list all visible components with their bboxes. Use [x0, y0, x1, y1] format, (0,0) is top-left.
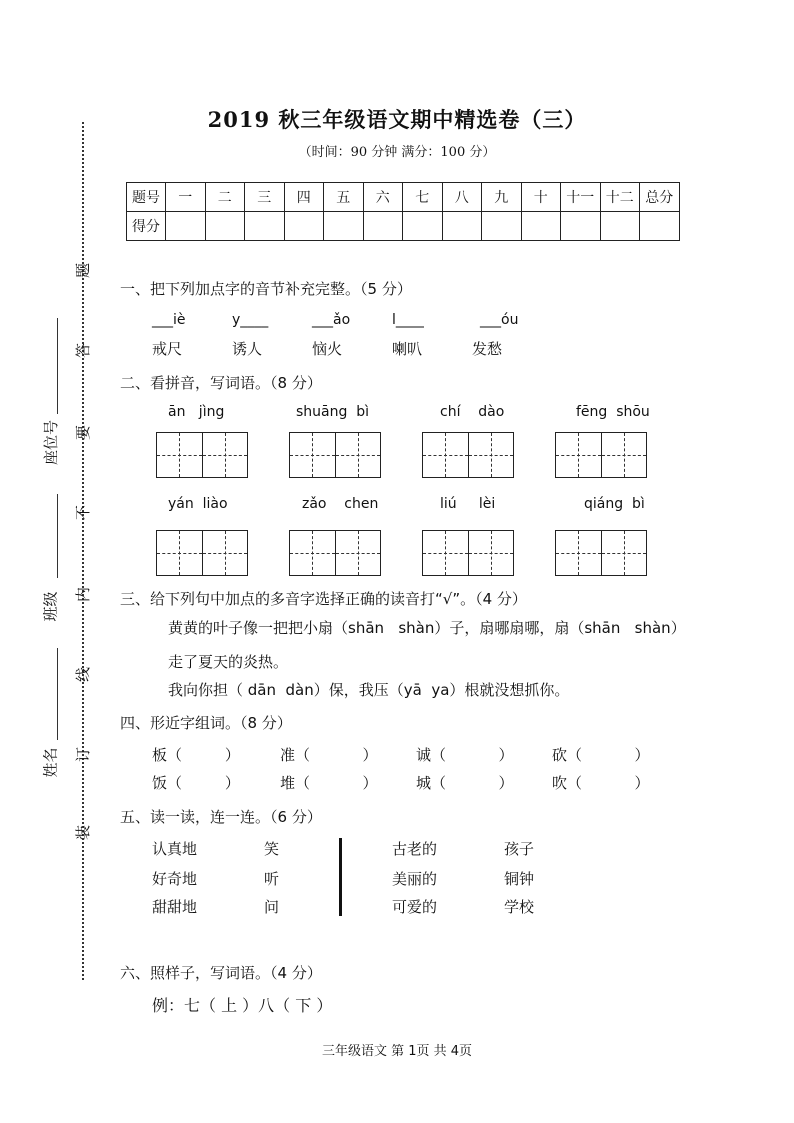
word-blank[interactable]: 吹（ ）	[552, 774, 650, 792]
table-cell: 一	[166, 183, 206, 212]
example-text: 例：七（ 上 ）八（ 下 ）	[152, 996, 333, 1015]
word-blank[interactable]: 准（ ）	[280, 746, 378, 764]
section-5-heading: 五、读一读，连一连。（6 分）	[120, 808, 322, 826]
writing-grid[interactable]	[156, 530, 248, 576]
pinyin-blank[interactable]: ___ǎo	[312, 312, 351, 328]
seat-label: 座位号	[42, 419, 61, 466]
section-6-heading: 六、照样子，写词语。（4 分）	[120, 964, 322, 982]
match-item[interactable]: 铜钟	[504, 870, 535, 888]
class-write-line	[57, 494, 58, 578]
page-footer: 三年级语文 第 1页 共 4页	[321, 1044, 473, 1059]
writing-grid[interactable]	[156, 432, 248, 478]
name-write-line	[57, 648, 58, 740]
margin-char: 装	[74, 824, 93, 841]
margin-char: 题	[74, 262, 93, 279]
table-cell: 三	[245, 183, 285, 212]
word: 喇叭	[392, 340, 423, 358]
binding-dotted-line	[82, 122, 84, 980]
match-item[interactable]: 古老的	[392, 840, 438, 858]
pinyin-prompt: chí dào	[440, 404, 505, 420]
pinyin-blank[interactable]: ___óu	[480, 312, 519, 328]
margin-char: 答	[74, 342, 93, 359]
word: 诱人	[232, 340, 263, 358]
score-table	[126, 182, 680, 241]
table-cell: 十一	[561, 183, 601, 212]
pinyin-prompt: shuāng bì	[296, 404, 370, 420]
match-item[interactable]: 问	[264, 898, 280, 916]
margin-char: 内	[74, 586, 93, 603]
match-item[interactable]: 笑	[264, 840, 280, 858]
word-blank[interactable]: 堆（ ）	[280, 774, 378, 792]
margin-char: 订	[74, 746, 93, 763]
score-input-cell[interactable]	[363, 212, 403, 241]
seat-write-line	[57, 318, 58, 414]
page-title: 2019 秋三年级语文期中精选卷（三）	[207, 107, 587, 132]
score-input-cell[interactable]	[205, 212, 245, 241]
writing-grid[interactable]	[289, 432, 381, 478]
table-cell: 七	[403, 183, 443, 212]
table-cell: 五	[324, 183, 364, 212]
pinyin-blank[interactable]: l____	[392, 312, 424, 328]
pinyin-prompt: qiáng bì	[584, 496, 645, 512]
word: 戒尺	[152, 340, 183, 358]
margin-char: 不	[74, 504, 93, 521]
exam-info: （时间：90 分钟 满分：100 分）	[298, 145, 496, 160]
score-input-cell[interactable]	[482, 212, 522, 241]
word-blank[interactable]: 饭（ ）	[152, 774, 240, 792]
name-label: 姓名	[41, 747, 60, 778]
score-input-cell[interactable]	[600, 212, 640, 241]
writing-grid[interactable]	[555, 530, 647, 576]
table-cell: 十二	[600, 183, 640, 212]
match-item[interactable]: 可爱的	[392, 898, 438, 916]
column-divider	[339, 838, 342, 916]
score-input-cell[interactable]	[403, 212, 443, 241]
section-1-heading: 一、把下列加点字的音节补充完整。（5 分）	[120, 280, 412, 298]
table-cell: 二	[205, 183, 245, 212]
table-cell: 六	[363, 183, 403, 212]
table-cell: 九	[482, 183, 522, 212]
writing-grid[interactable]	[422, 530, 514, 576]
pinyin-prompt: yán liào	[168, 496, 228, 512]
score-input-cell[interactable]	[166, 212, 206, 241]
sentence: 走了夏天的炎热。	[168, 653, 289, 671]
table-cell: 四	[284, 183, 324, 212]
pinyin-blank[interactable]: y____	[232, 312, 269, 328]
match-item[interactable]: 认真地	[152, 840, 198, 858]
sentence[interactable]: 我向你担（ dān dàn）保，我压（yā ya）根就没想抓你。	[168, 681, 570, 699]
section-2-heading: 二、看拼音，写词语。（8 分）	[120, 374, 322, 392]
word-blank[interactable]: 砍（ ）	[552, 746, 650, 764]
match-item[interactable]: 孩子	[504, 840, 535, 858]
score-input-cell[interactable]	[284, 212, 324, 241]
word-blank[interactable]: 诚（ ）	[416, 746, 514, 764]
pinyin-prompt: ān jìng	[168, 404, 225, 420]
writing-grid[interactable]	[289, 530, 381, 576]
table-cell: 得分	[127, 212, 166, 241]
score-input-cell[interactable]	[561, 212, 601, 241]
pinyin-prompt: fēng shōu	[576, 404, 650, 420]
pinyin-prompt: liú lèi	[440, 496, 496, 512]
section-4-heading: 四、形近字组词。（8 分）	[120, 714, 292, 732]
class-label: 班级	[41, 591, 60, 622]
word: 发愁	[472, 340, 503, 358]
table-cell: 八	[442, 183, 482, 212]
score-input-cell[interactable]	[245, 212, 285, 241]
table-cell: 十	[521, 183, 561, 212]
score-input-cell[interactable]	[521, 212, 561, 241]
match-item[interactable]: 学校	[504, 898, 535, 916]
table-cell: 题号	[127, 183, 166, 212]
score-input-cell[interactable]	[442, 212, 482, 241]
match-item[interactable]: 好奇地	[152, 870, 198, 888]
score-table-score-row	[127, 212, 680, 241]
writing-grid[interactable]	[422, 432, 514, 478]
pinyin-blank[interactable]: ___iè	[152, 312, 186, 328]
section-3-heading: 三、给下列句中加点的多音字选择正确的读音打“√”。（4 分）	[120, 590, 527, 608]
match-item[interactable]: 甜甜地	[152, 898, 198, 916]
margin-char: 线	[74, 666, 93, 683]
match-item[interactable]: 美丽的	[392, 870, 438, 888]
score-input-cell[interactable]	[640, 212, 680, 241]
word-blank[interactable]: 板（ ）	[152, 746, 240, 764]
table-cell: 总分	[640, 183, 680, 212]
score-table-header-row	[127, 183, 680, 212]
word-blank[interactable]: 城（ ）	[416, 774, 514, 792]
margin-char: 要	[74, 424, 93, 441]
sentence[interactable]: 黄黄的叶子像一把把小扇（shān shàn）子，扇哪扇哪，扇（shān shàn）	[168, 619, 686, 637]
pinyin-prompt: zǎo chen	[302, 496, 379, 512]
writing-grid[interactable]	[555, 432, 647, 478]
word: 恼火	[312, 340, 343, 358]
match-item[interactable]: 听	[264, 870, 280, 888]
score-input-cell[interactable]	[324, 212, 364, 241]
